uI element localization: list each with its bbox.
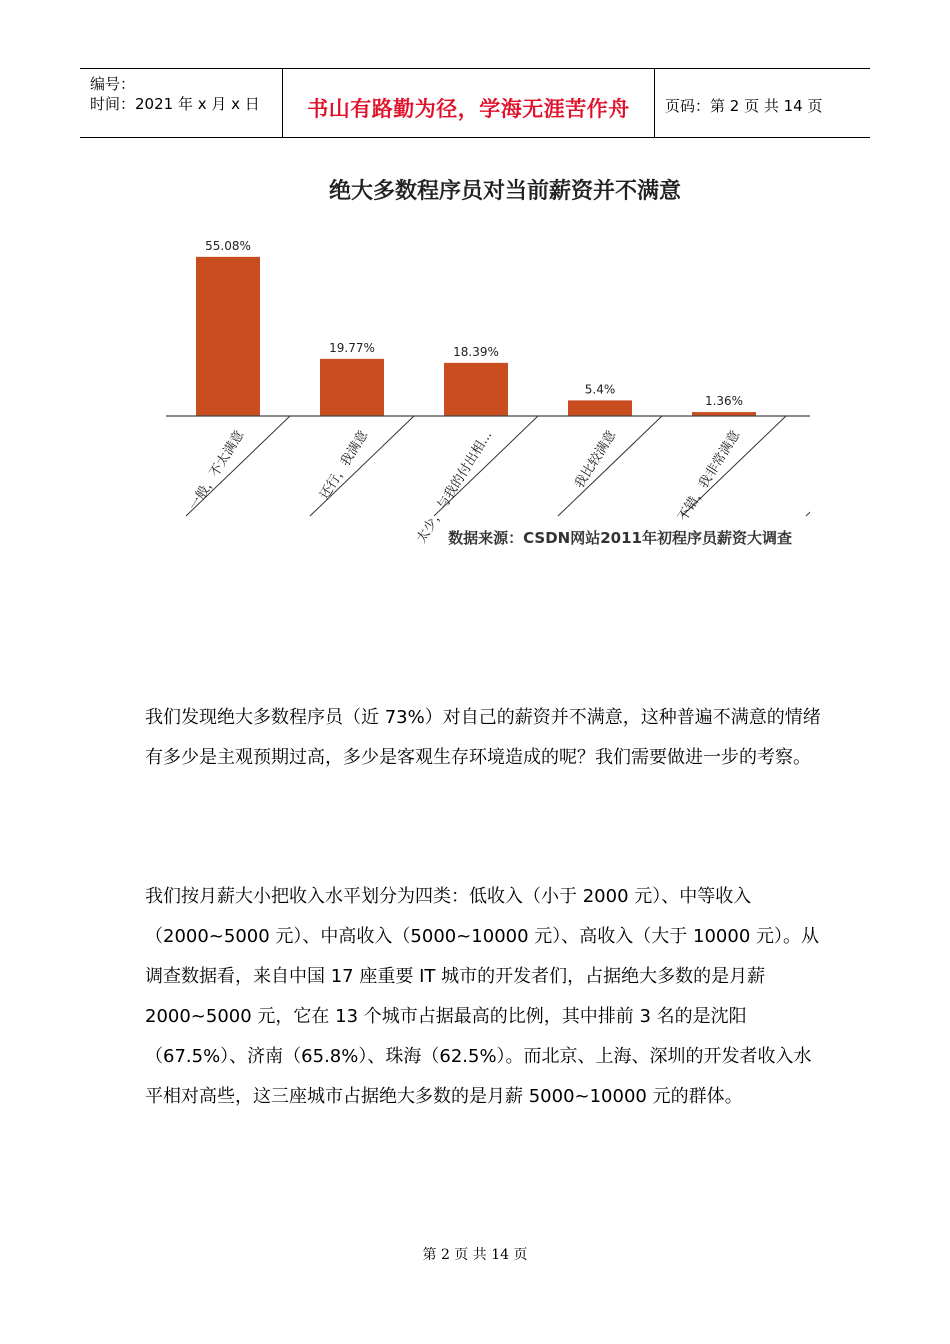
category-tick-label: 太少，与我的付出相...	[414, 428, 496, 546]
category-tick-label: 不错，我非常满意	[675, 428, 744, 525]
header-page-cell	[655, 69, 870, 137]
bar	[320, 359, 384, 416]
header-motto: 书山有路勤为径，学海无涯苦作舟	[307, 97, 630, 121]
document-number-label: 编号：	[90, 75, 136, 93]
page-header	[80, 68, 870, 138]
bar-data-label: 19.77%	[329, 340, 375, 355]
bar-chart-svg	[140, 165, 810, 560]
category-separator	[806, 416, 810, 516]
category-tick-label: 还行，我满意	[317, 428, 372, 503]
document-time-label: 时间：2021 年 x 月 x 日	[90, 95, 260, 113]
chart-source-note: 数据来源：CSDN网站2011年初程序员薪资大调查	[448, 529, 792, 547]
bar-data-label: 1.36%	[704, 394, 744, 409]
category-tick-label: 我比较满意	[572, 428, 620, 492]
salary-satisfaction-chart	[140, 165, 810, 560]
header-meta-cell	[80, 69, 283, 137]
paragraph-satisfaction: 我们发现绝大多数程序员（近 73%）对自己的薪资并不满意，这种普遍不满意的情绪有多少是主观预期过高，多少是客观生存环境造成的呢？我们需要做进一步的考察。	[145, 707, 821, 768]
paragraph-income-levels: 我们按月薪大小把收入水平划分为四类：低收入（小于 2000 元）、中等收入（2000~5000 元）、中高收入（5000~10000 元）、高收入（大于 10000 元）。从调查数据看，来自中国 17 座重要 IT 城市的开发者们，占据绝大多数的是月薪 2000~5000 元，它在 13 个城市占据最高的比例，其中排前 3 名的是沈阳（67.5%）、济南（65.8%）、珠海（62.5%）。而北京、上海、深圳的开发者收入水平相对高些，这三座城市占据绝大多数的是月薪 5000~10000 元的群体。	[145, 886, 819, 1107]
bars-layer	[196, 239, 756, 416]
header-motto-cell	[283, 69, 655, 137]
category-tick-label: 一般，不太满意	[186, 428, 248, 514]
header-page-number: 页码：第 2 页 共 14 页	[665, 97, 823, 115]
bar-data-label: 55.08%	[205, 238, 251, 253]
chart-title: 绝大多数程序员对当前薪资并不满意	[328, 178, 682, 204]
ticks-layer	[186, 416, 810, 546]
bar-data-label: 18.39%	[453, 344, 499, 359]
bar	[444, 363, 508, 416]
bar	[196, 257, 260, 416]
page-footer: 第 2 页 共 14 页	[422, 1247, 528, 1263]
bar	[568, 400, 632, 416]
bar-data-label: 5.4%	[584, 382, 616, 397]
